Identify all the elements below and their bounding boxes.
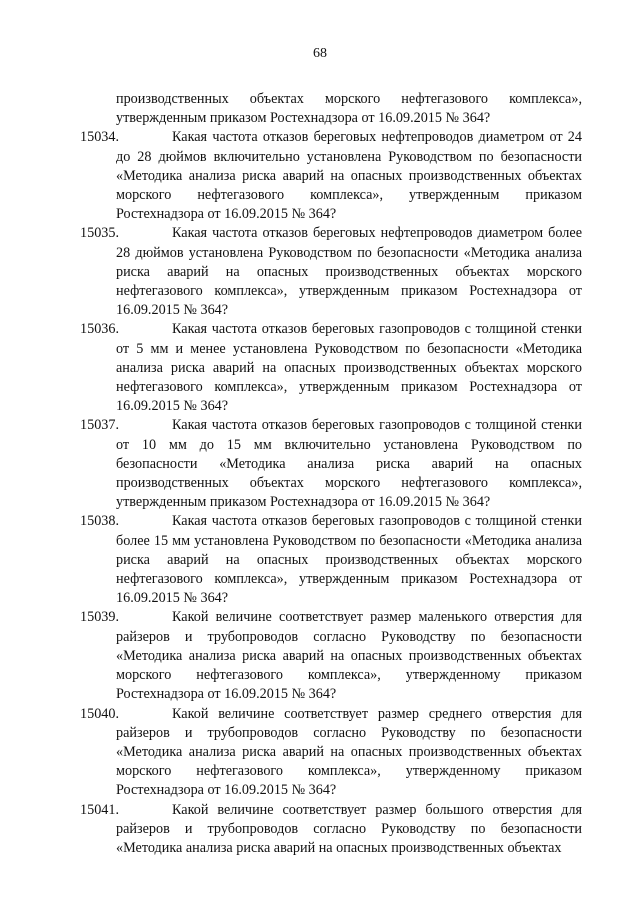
question-number: 15039.: [80, 609, 120, 626]
question-text: Какой величине соответствует размер маленького отверстия для райзеров и трубопроводов согласно Руководству по безопасности «Методика анализа риска аварий на опасных производственных объектах морского нефтегазового комплекса», утвержденному приказом Ростехнадзора от 16.09.2015 № 364?: [116, 609, 582, 703]
question-text: Какой величине соответствует размер среднего отверстия для райзеров и трубопроводов согласно Руководству по безопасности «Методика анализа риска аварий на опасных производственных объектах морского нефтегазового комплекса», утвержденному приказом Ростехнадзора от 16.09.2015 № 364?: [116, 705, 582, 799]
question-number: 15036.: [80, 321, 120, 338]
question-number: 15034.: [80, 129, 120, 146]
continuation-text: производственных объектах морского нефтегазового комплекса», утвержденным приказом Ростехнадзора от 16.09.2015 № 364?: [116, 91, 582, 127]
question-number: 15037.: [80, 417, 120, 434]
question-text: Какая частота отказов береговых газопроводов с толщиной стенки от 5 мм и менее установлена Руководством по безопасности «Методика анализа риска аварий на опасных производственных объектах морского нефтегазового комплекса», утвержденным приказом Ростехнадзора от 16.09.2015 № 364?: [116, 321, 582, 415]
question-number: 15035.: [80, 225, 120, 242]
question-text: Какая частота отказов береговых нефтепроводов диаметром более 28 дюймов установлена Руководством по безопасности «Методика анализа риска аварий на опасных производственных объектах морского нефтегазового комплекса», утвержденным приказом Ростехнадзора от 16.09.2015 № 364?: [116, 225, 582, 319]
question-item: [80, 224, 582, 320]
question-number: 15041.: [80, 801, 120, 818]
question-item: [80, 608, 582, 704]
question-item: [80, 512, 582, 608]
question-number: 15038.: [80, 513, 120, 530]
question-item: [80, 801, 582, 859]
question-text: Какой величине соответствует размер большого отверстия для райзеров и трубопроводов согласно Руководству по безопасности «Методика анализа риска аварий на опасных производственных объектах: [116, 801, 582, 856]
document-body: [80, 90, 582, 858]
page-number: 68: [313, 46, 327, 61]
question-item: [80, 320, 582, 416]
question-item: [80, 416, 582, 512]
question-text: Какая частота отказов береговых нефтепроводов диаметром от 24 до 28 дюймов включительно установлена Руководством по безопасности «Методика анализа риска аварий на опасных производственных объектах морского нефтегазового комплекса», утвержденным приказом Ростехнадзора от 16.09.2015 № 364?: [116, 129, 582, 223]
question-item: [80, 705, 582, 801]
question-item: [80, 128, 582, 224]
question-number: 15040.: [80, 705, 120, 722]
continuation-paragraph: [116, 90, 582, 128]
question-text: Какая частота отказов береговых газопроводов с толщиной стенки от 10 мм до 15 мм включительно установлена Руководством по безопасности «Методика анализа риска аварий на опасных производственных объектах морского нефтегазового комплекса», утвержденным приказом Ростехнадзора от 16.09.2015 № 364?: [116, 417, 582, 511]
question-text: Какая частота отказов береговых газопроводов с толщиной стенки более 15 мм установлена Руководством по безопасности «Методика анализа риска аварий на опасных производственных объектах морского нефтегазового комплекса», утвержденным приказом Ростехнадзора от 16.09.2015 № 364?: [116, 513, 582, 607]
